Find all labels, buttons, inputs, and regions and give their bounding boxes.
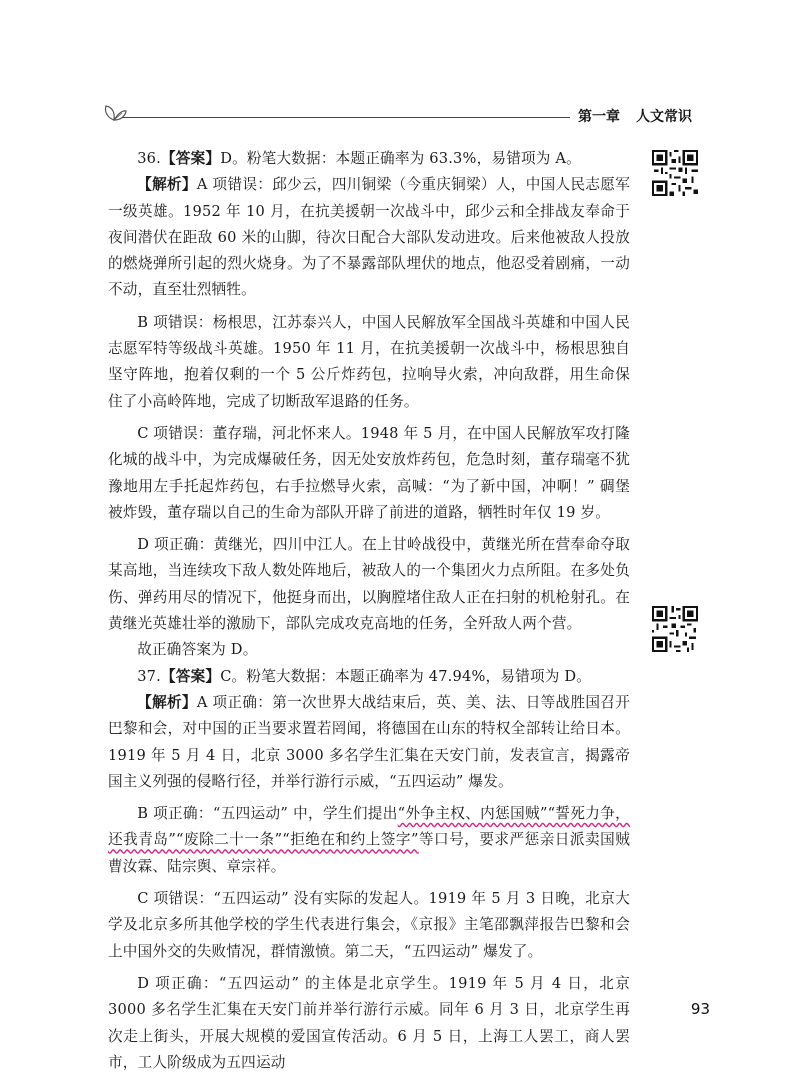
q36-option-c: C 项错误：董存瑞，河北怀来人。1948 年 5 月，在中国人民解放军攻打隆化城的战斗中，为完成爆破任务，因无处安放炸药包，危急时刻，董存瑞毫不犹豫地用左手托起炸药包，右手拉燃导火索，高喊：“为了新中国，冲啊！” 碉堡被炸毁，董存瑞以自己的生命为部队开辟了前进的道路，牺牲时年仅 19 岁。 [108,424,630,521]
q36-analysis-a-text: A 项错误：邱少云，四川铜梁（今重庆铜梁）人，中国人民志愿军一级英雄。1952 年 10 月，在抗美援朝一次战斗中，邱少云和全排战友奉命于夜间潜伏在距敌 60 米的山脚，待次日配合大部队发动进攻。后来他被敌人投放的燃烧弹所引起的烈火烧身。为了不暴露部队埋伏的地点，他忍受着剧痛，一动不动，直至壮烈牺牲。 [108,176,630,299]
q36-analysis-tag: 【解析】 [137,176,197,194]
q37-b-suffix: 等口号，要求严惩亲日派卖国贼曹汝霖、陆宗舆、章宗祥。 [108,831,630,875]
q37-answer-text: C。粉笔大数据：本题正确率为 47.94%，易错项为 D。 [220,667,592,685]
q37-number: 37. [137,667,161,685]
chapter-label: 第一章 [578,109,620,125]
qr-code-icon[interactable] [652,606,698,652]
q36-conclusion: 故正确答案为 D。 [137,641,258,659]
page-content [108,146,630,1076]
qr-code-icon[interactable] [652,150,698,196]
q37-answer-line [108,664,630,690]
q37-analysis-a [108,690,630,795]
q36-answer-tag: 【答案】 [161,150,221,167]
q36-option-b: B 项错误：杨根思，江苏泰兴人，中国人民解放军全国战斗英雄和中国人民志愿军特等级战斗英雄。1950 年 11 月，在抗美援朝一次战斗中，杨根思独自坚守阵地，抱着仅剩的一个 5 公斤炸药包，拉响导火索，冲向敌群，用生命保住了小高岭阵地，完成了切断敌军退路的任务。 [108,313,630,410]
q36-number: 36. [137,150,161,167]
q37-answer-tag: 【答案】 [161,667,221,685]
q37-option-c: C 项错误：“五四运动” 没有实际的发起人。1919 年 5 月 3 日晚，北京大学及北京多所其他学校的学生代表进行集会，《京报》主笔邵飘萍报告巴黎和会上中国外交的失败情况，群情激愤。第二天，“五四运动” 爆发了。 [108,890,630,960]
q36-answer-line [108,146,630,172]
q36-option-d: D 项正确：黄继光，四川中江人。在上甘岭战役中，黄继光所在营奉命夺取某高地，当连续攻下敌人数处阵地后，被敌人的一个集团火力点所阻。在多处负伤、弹药用尽的情况下，他挺身而出，以胸膛堵住敌人正在扫射的机枪射孔。在黄继光英雄壮举的激励下，部队完成攻克高地的任务，全歼敌人两个营。 [108,536,630,633]
q36-answer-text: D。粉笔大数据：本题正确率为 63.3%，易错项为 A。 [220,150,581,167]
q37-analysis-tag: 【解析】 [137,693,197,711]
q37-b-prefix: B 项正确：“五四运动” 中，学生们提出 [137,805,398,823]
q37-option-d: D 项正确：“五四运动” 的主体是北京学生。1919 年 5 月 4 日，北京 3000 多名学生汇集在天安门前并举行游行示威。同年 6 月 3 日，北京学生再次走上街头，开展大规模的爱国宣传活动。6 月 5 日，上海工人罢工，商人罢市，工人阶级成为五四运动 [108,974,630,1071]
q37-option-b [108,801,630,880]
page-number: 93 [690,1000,710,1018]
q37-b-slogans: “外争主权、内惩国贼”“誓死力争，还我青岛”“废除二十一条”“拒绝在和约上签字” [108,805,630,849]
leaf-ornament-icon [100,102,128,122]
header-rule [122,117,570,118]
chapter-heading [578,106,708,126]
q37-analysis-a-text: A 项正确：第一次世界大战结束后，英、美、法、日等战胜国召开巴黎和会，对中国的正当要求置若罔闻，将德国在山东的特权全部转让给日本。1919 年 5 月 4 日，北京 3000 多名学生汇集在天安门前，发表宣言，揭露帝国主义列强的侵略行径，并举行游行示威，“五四运动” 爆发。 [108,693,630,790]
chapter-title: 人文常识 [636,109,692,125]
q36-analysis-a [108,172,630,303]
